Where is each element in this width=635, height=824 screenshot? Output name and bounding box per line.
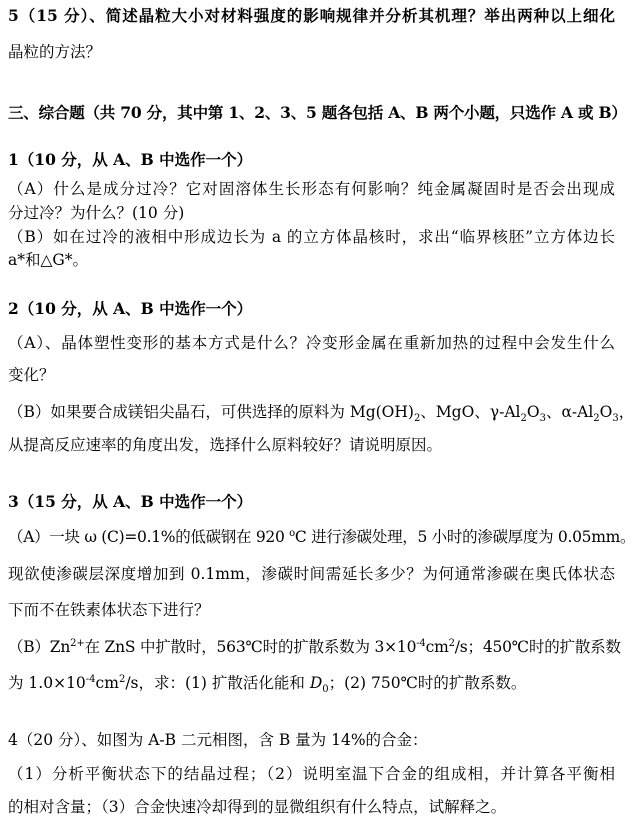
- problem-3-a-line-3: 下而不在铁素体状态下进行？: [8, 601, 210, 619]
- problem-4-line-1: （1）分析平衡状态下的结晶过程；（2）说明室温下合金的组成相，并计算各平衡相: [8, 765, 615, 783]
- problem-3-b-line-2: 为 $1.0\times 10^{-4}cm^2/s$，求：(1) 扩散活化能和 $D_0$；(2) 750℃时的扩散系数。: [8, 673, 527, 696]
- q5-line-1: 5（15 分）、简述晶粒大小对材料强度的影响规律并分析其机理？举出两种以上细化: [8, 6, 615, 25]
- section-3-heading: 三、综合题（共 70 分，其中第 1、2、3、5 题各包括 A、B 两个小题，只选作 A 或 B）: [8, 103, 627, 122]
- problem-4-title-text: 4（20 分）、如图为 A-B 二元相图，含 B 量为 14%的合金：: [8, 731, 428, 749]
- problem-2-a-line-2: 变化？: [8, 366, 55, 384]
- problem-3-b-line-1: $(B)Zn^{2+}$在 ZnS 中扩散时，563℃时的扩散系数为 $3\times 10^{-4}cm^2/s$；450℃时的扩散系数: [8, 637, 621, 656]
- problem-2-b-line-2: 从提高反应速率的角度出发，选择什么原料较好？请说明原因。: [8, 436, 443, 454]
- problem-1-a-line-1: （A）什么是成分过冷？它对固溶体生长形态有何影响？纯金属凝固时是否会出现成: [8, 180, 615, 198]
- problem-1-b-line-1: （B）如在过冷的液相中形成边长为 a 的立方体晶核时，求出“临界核胚”立方体边长: [8, 228, 615, 246]
- problem-4-line-2: 的相对含量；（3）合金快速冷却得到的显微组织有什么特点，试解释之。: [8, 798, 507, 816]
- q5-line-2: 晶粒的方法？: [8, 43, 102, 61]
- problem-2-a-line-1: （A）、晶体塑性变形的基本方式是什么？冷变形金属在重新加热的过程中会发生什么: [8, 334, 615, 352]
- problem-4-title: [8, 730, 615, 750]
- problem-2-title: 2（10 分，从 A、B 中选作一个）: [8, 299, 253, 318]
- problem-3-title: 3（15 分，从 A、B 中选作一个）: [8, 492, 253, 511]
- problem-1-title: 1（10 分，从 A、B 中选作一个）: [8, 150, 253, 169]
- problem-2-b-line-1: （B）如果要合成镁铝尖晶石，可供选择的原料为 $Mg(OH)_2$、MgO、$\gamma-Al_2O_3$、$\alpha-Al_2O_3$，: [8, 403, 635, 425]
- problem-1-b-line-2: a*和△G*。: [8, 251, 89, 269]
- problem-3-a-line-2: 现欲使渗碳层深度增加到 0.1mm，渗碳时间需延长多少？为何通常渗碳在奥氏体状态: [8, 565, 615, 583]
- problem-1-a-line-2: 分过冷？为什么？(10 分): [8, 204, 185, 222]
- problem-3-a-line-1: （A）一块 ω (C)=0.1%的低碳钢在 920 $^o$C 进行渗碳处理，5 小时的渗碳厚度为 0.05mm。: [8, 527, 635, 546]
